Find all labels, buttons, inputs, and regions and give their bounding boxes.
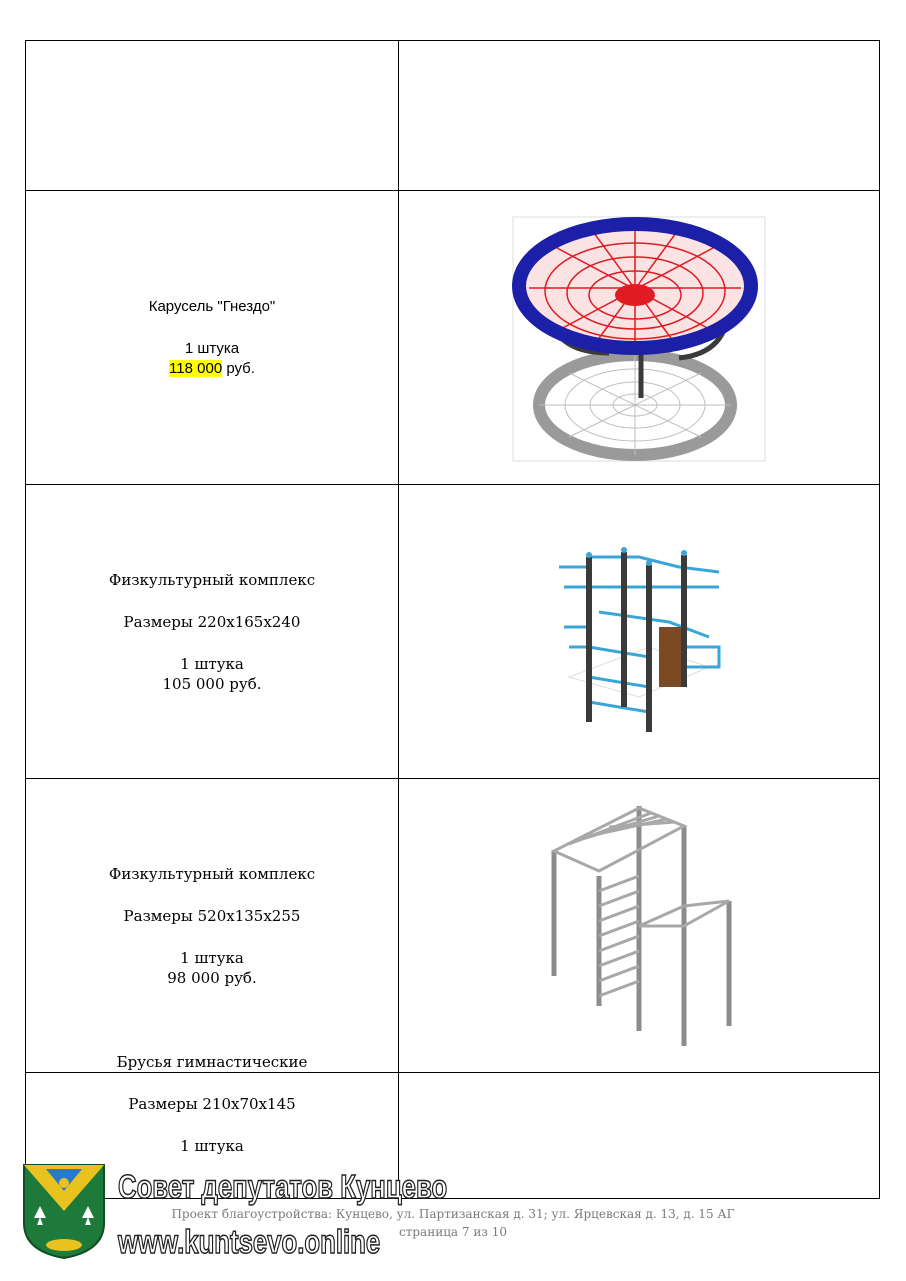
nest-carousel-image [509, 213, 769, 463]
item-title: Физкультурный комплекс [108, 570, 316, 589]
item-description [26, 779, 399, 1073]
item-quantity: 1 штука [184, 339, 240, 357]
item-quantity: 1 штука [180, 948, 244, 967]
item-title: Карусель "Гнездо" [148, 297, 276, 315]
item-price [26, 359, 398, 379]
item-title: Брусья гимнастические [116, 1052, 308, 1071]
watermark-title: Совет депутатов Кунцево [118, 1168, 448, 1205]
item-image-cell [399, 779, 880, 1073]
watermark-url[interactable]: www.kuntsevo.online [118, 1223, 381, 1260]
fitness-complex-gray-image [539, 796, 739, 1056]
fitness-complex-blue-image [549, 527, 729, 737]
item-description [26, 1049, 399, 1175]
item-dimensions: Размеры 220x165x240 [123, 612, 301, 631]
item-image-cell [399, 485, 880, 779]
footer-page-number: страница 7 из 10 [399, 1225, 507, 1239]
item-price-unit: руб. [222, 359, 255, 377]
item-price-value: 118 000 [169, 359, 223, 377]
item-dimensions: Размеры 520x135x255 [123, 906, 301, 925]
empty-cell [26, 41, 399, 191]
item-quantity: 1 штука [180, 1136, 244, 1155]
item-image-cell [399, 191, 880, 485]
item-price: 98 000 руб. [167, 968, 257, 987]
table-row [26, 485, 880, 779]
table-row [26, 191, 880, 485]
watermark [22, 1163, 482, 1263]
table-row [26, 779, 880, 1073]
items-table [25, 40, 880, 1199]
footer-address: Проект благоустройства: Кунцево, ул. Партизанская д. 31; ул. Ярцевская д. 13, д. 15 АГ [171, 1207, 735, 1221]
item-description [26, 191, 399, 485]
coat-of-arms-logo [22, 1163, 106, 1259]
item-title: Физкультурный комплекс [108, 864, 316, 883]
empty-cell [399, 41, 880, 191]
item-quantity: 1 штука [180, 654, 244, 673]
item-dimensions: Размеры 210x70x145 [128, 1094, 296, 1113]
item-description [26, 485, 399, 779]
item-price: 105 000 руб. [162, 674, 262, 693]
table-row [26, 41, 880, 191]
